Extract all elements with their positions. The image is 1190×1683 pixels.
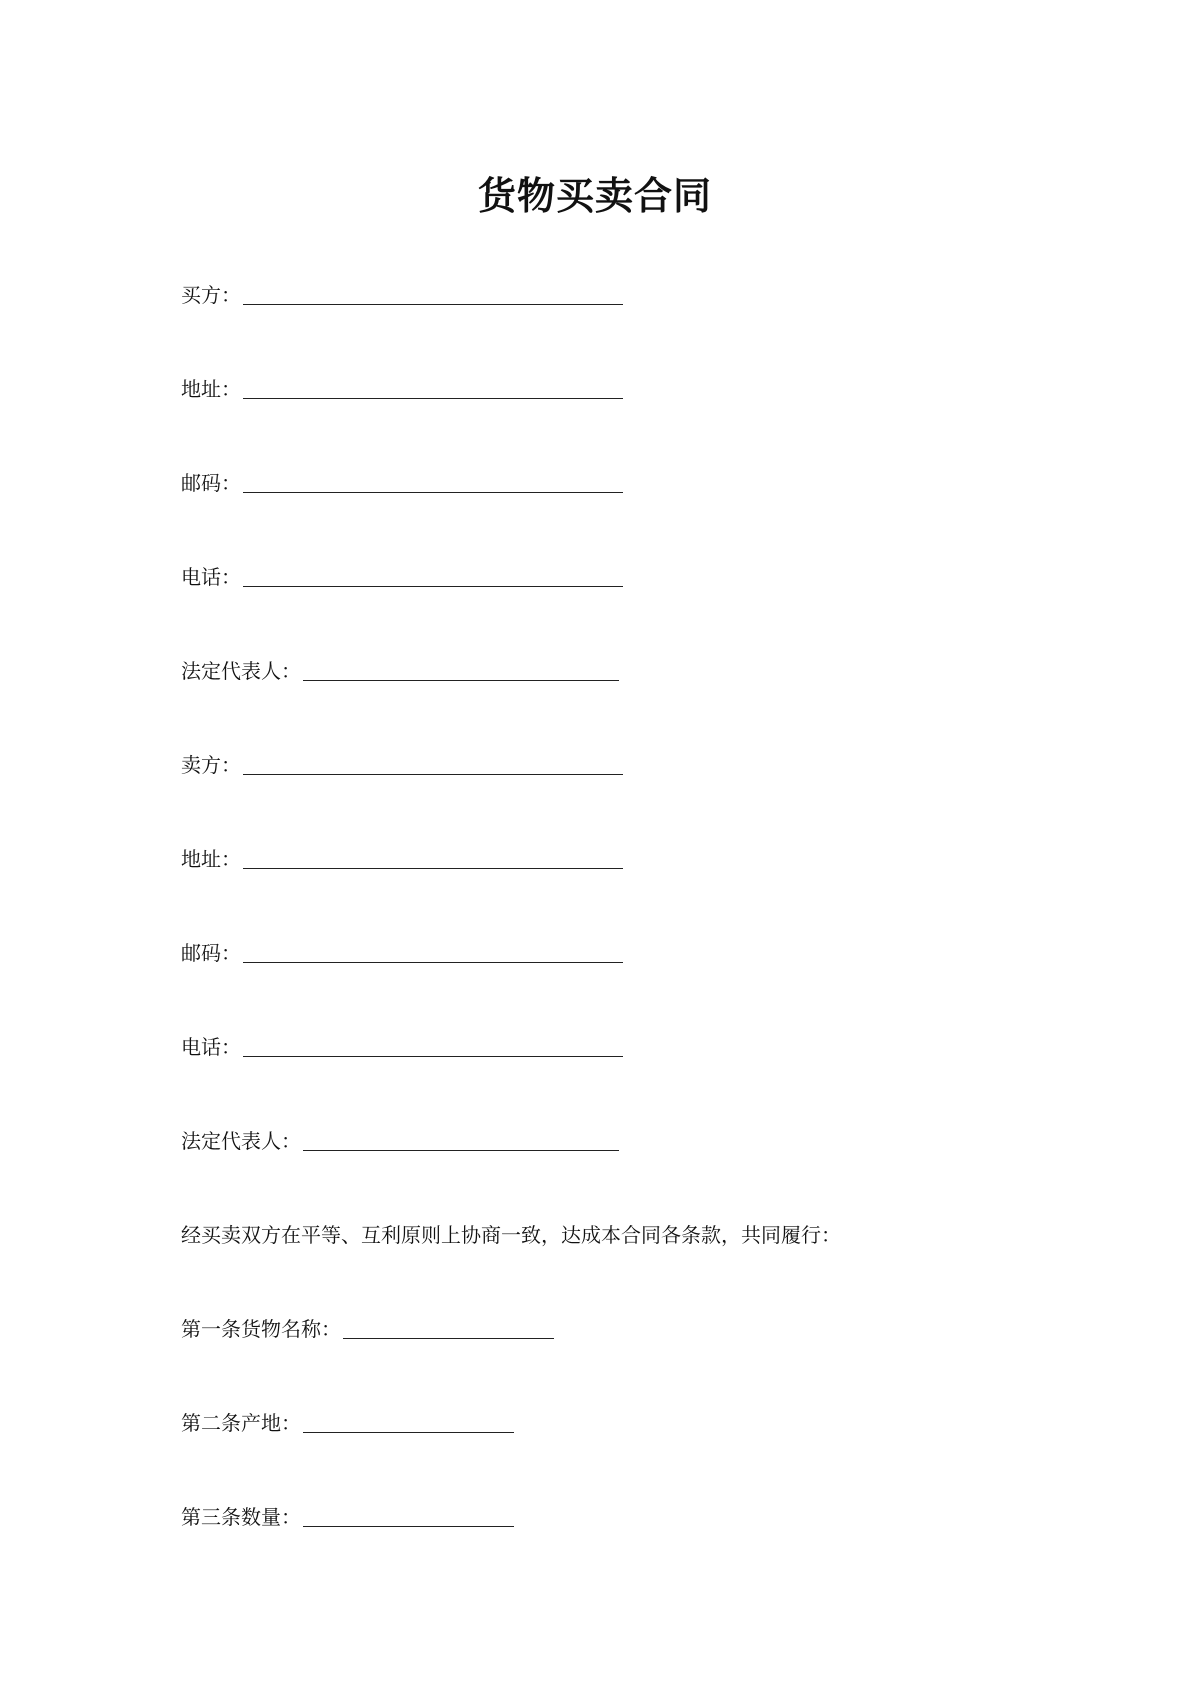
article-3-line [181,1503,514,1531]
buyer-name-blank[interactable] [243,284,623,305]
buyer-legal-rep-line [181,657,619,685]
buyer-name-line [181,281,623,309]
buyer-phone-blank[interactable] [243,566,623,587]
seller-phone-line [181,1033,623,1061]
seller-name-line [181,751,623,779]
buyer-legal-rep-blank[interactable] [303,660,619,681]
seller-postcode-label: 邮码： [181,941,241,965]
seller-name-blank[interactable] [243,754,623,775]
seller-legal-rep-line [181,1127,619,1155]
buyer-postcode-line [181,469,623,497]
article-2-label: 第二条产地： [181,1411,301,1435]
seller-legal-rep-label: 法定代表人： [181,1129,301,1153]
seller-address-label: 地址： [181,847,241,871]
article-1-line [181,1315,554,1343]
preamble-text: 经买卖双方在平等、互利原则上协商一致，达成本合同各条款，共同履行： [181,1223,841,1247]
document-title: 货物买卖合同 [477,173,712,218]
seller-postcode-line [181,939,623,967]
buyer-address-line [181,375,623,403]
buyer-address-blank[interactable] [243,378,623,399]
buyer-name-label: 买方： [181,283,241,307]
article-3-label: 第三条数量： [181,1505,301,1529]
buyer-address-label: 地址： [181,377,241,401]
buyer-postcode-label: 邮码： [181,471,241,495]
article-1-blank[interactable] [343,1318,554,1339]
buyer-phone-line [181,563,623,591]
article-2-blank[interactable] [303,1412,514,1433]
seller-phone-label: 电话： [181,1035,241,1059]
seller-phone-blank[interactable] [243,1036,623,1057]
article-1-label: 第一条货物名称： [181,1317,341,1341]
buyer-postcode-blank[interactable] [243,472,623,493]
article-2-line [181,1409,514,1437]
seller-name-label: 卖方： [181,753,241,777]
seller-postcode-blank[interactable] [243,942,623,963]
seller-legal-rep-blank[interactable] [303,1130,619,1151]
seller-address-line [181,845,623,873]
seller-address-blank[interactable] [243,848,623,869]
article-3-blank[interactable] [303,1506,514,1527]
buyer-phone-label: 电话： [181,565,241,589]
buyer-legal-rep-label: 法定代表人： [181,659,301,683]
preamble-line [181,1221,841,1249]
